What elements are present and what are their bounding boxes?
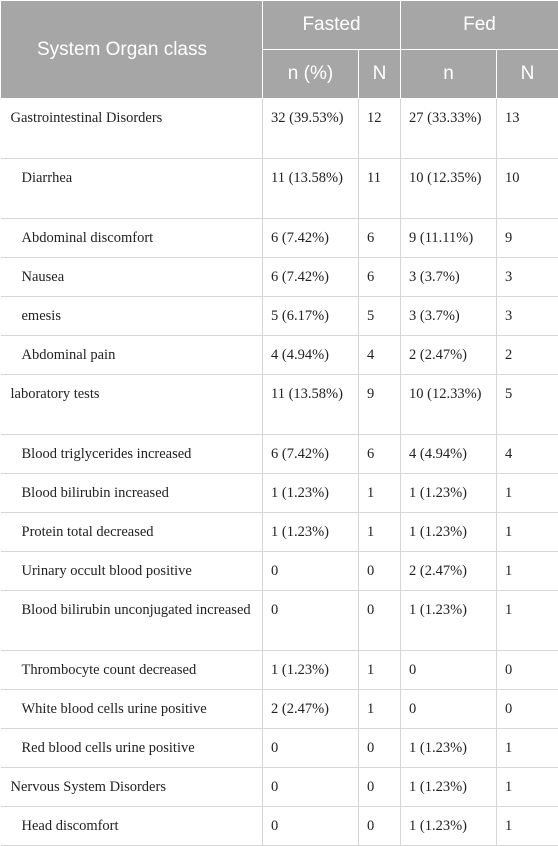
fed-N-cell: 1 bbox=[497, 513, 558, 552]
row-label: Abdominal discomfort bbox=[1, 219, 263, 258]
row-label: Nervous System Disorders bbox=[1, 768, 263, 807]
fasted-N-cell: 11 bbox=[359, 159, 401, 219]
fed-n-cell: 1 (1.23%) bbox=[401, 591, 497, 651]
table-row bbox=[1, 375, 558, 435]
header-fasted: Fasted bbox=[263, 1, 401, 50]
fasted-N-cell: 0 bbox=[359, 807, 401, 846]
fed-n-cell: 1 (1.23%) bbox=[401, 768, 497, 807]
fasted-N-cell: 0 bbox=[359, 768, 401, 807]
row-label: emesis bbox=[1, 297, 263, 336]
header-fed-n: n bbox=[401, 50, 497, 99]
table-row bbox=[1, 768, 558, 807]
fed-N-cell: 9 bbox=[497, 219, 558, 258]
fed-N-cell: 1 bbox=[497, 729, 558, 768]
row-label: Blood bilirubin unconjugated increased bbox=[1, 591, 263, 651]
fed-n-cell: 9 (11.11%) bbox=[401, 219, 497, 258]
fasted-n-cell: 0 bbox=[263, 729, 359, 768]
fasted-N-cell: 4 bbox=[359, 336, 401, 375]
table-row bbox=[1, 552, 558, 591]
fasted-N-cell: 1 bbox=[359, 513, 401, 552]
table-row bbox=[1, 219, 558, 258]
fasted-n-cell: 0 bbox=[263, 552, 359, 591]
fed-N-cell: 1 bbox=[497, 474, 558, 513]
fed-n-cell: 0 bbox=[401, 690, 497, 729]
row-label: Diarrhea bbox=[1, 159, 263, 219]
table-row bbox=[1, 159, 558, 219]
row-label: Blood triglycerides increased bbox=[1, 435, 263, 474]
row-label: Nausea bbox=[1, 258, 263, 297]
fasted-n-cell: 5 (6.17%) bbox=[263, 297, 359, 336]
header-fed: Fed bbox=[401, 1, 558, 50]
row-label: Thrombocyte count decreased bbox=[1, 651, 263, 690]
row-label: Abdominal pain bbox=[1, 336, 263, 375]
fed-n-cell: 2 (2.47%) bbox=[401, 552, 497, 591]
table-row bbox=[1, 690, 558, 729]
fed-n-cell: 27 (33.33%) bbox=[401, 99, 497, 159]
row-label: laboratory tests bbox=[1, 375, 263, 435]
fed-n-cell: 10 (12.35%) bbox=[401, 159, 497, 219]
table-body bbox=[1, 99, 558, 846]
fed-n-cell: 10 (12.33%) bbox=[401, 375, 497, 435]
fed-n-cell: 3 (3.7%) bbox=[401, 297, 497, 336]
fed-n-cell: 1 (1.23%) bbox=[401, 729, 497, 768]
fed-n-cell: 1 (1.23%) bbox=[401, 807, 497, 846]
fasted-N-cell: 5 bbox=[359, 297, 401, 336]
fed-N-cell: 3 bbox=[497, 297, 558, 336]
header-fasted-N: N bbox=[359, 50, 401, 99]
table-row bbox=[1, 513, 558, 552]
fasted-n-cell: 1 (1.23%) bbox=[263, 513, 359, 552]
table-row bbox=[1, 474, 558, 513]
fed-n-cell: 0 bbox=[401, 651, 497, 690]
fasted-N-cell: 6 bbox=[359, 435, 401, 474]
fasted-N-cell: 0 bbox=[359, 729, 401, 768]
table-row bbox=[1, 99, 558, 159]
fasted-N-cell: 0 bbox=[359, 591, 401, 651]
fed-N-cell: 1 bbox=[497, 552, 558, 591]
fasted-n-cell: 11 (13.58%) bbox=[263, 375, 359, 435]
fasted-n-cell: 4 (4.94%) bbox=[263, 336, 359, 375]
fed-N-cell: 3 bbox=[497, 258, 558, 297]
fasted-N-cell: 12 bbox=[359, 99, 401, 159]
fasted-n-cell: 32 (39.53%) bbox=[263, 99, 359, 159]
fed-N-cell: 1 bbox=[497, 591, 558, 651]
fed-n-cell: 2 (2.47%) bbox=[401, 336, 497, 375]
fasted-N-cell: 9 bbox=[359, 375, 401, 435]
table-row bbox=[1, 651, 558, 690]
header-fasted-n-pct: n (%) bbox=[263, 50, 359, 99]
fed-n-cell: 3 (3.7%) bbox=[401, 258, 497, 297]
table-row bbox=[1, 336, 558, 375]
fasted-n-cell: 6 (7.42%) bbox=[263, 258, 359, 297]
fed-N-cell: 2 bbox=[497, 336, 558, 375]
row-label: Red blood cells urine positive bbox=[1, 729, 263, 768]
fed-N-cell: 5 bbox=[497, 375, 558, 435]
fed-n-cell: 4 (4.94%) bbox=[401, 435, 497, 474]
row-label: Gastrointestinal Disorders bbox=[1, 99, 263, 159]
fasted-n-cell: 6 (7.42%) bbox=[263, 435, 359, 474]
header-system-organ-class: System Organ class bbox=[1, 1, 263, 99]
table-row bbox=[1, 435, 558, 474]
fed-n-cell: 1 (1.23%) bbox=[401, 474, 497, 513]
row-label: Head discomfort bbox=[1, 807, 263, 846]
fasted-N-cell: 6 bbox=[359, 219, 401, 258]
fasted-n-cell: 0 bbox=[263, 768, 359, 807]
fed-N-cell: 13 bbox=[497, 99, 558, 159]
fasted-n-cell: 1 (1.23%) bbox=[263, 651, 359, 690]
row-label: Urinary occult blood positive bbox=[1, 552, 263, 591]
fasted-N-cell: 1 bbox=[359, 651, 401, 690]
fasted-N-cell: 0 bbox=[359, 552, 401, 591]
header-fed-N: N bbox=[497, 50, 558, 99]
fasted-N-cell: 1 bbox=[359, 474, 401, 513]
fed-N-cell: 1 bbox=[497, 807, 558, 846]
fasted-n-cell: 11 (13.58%) bbox=[263, 159, 359, 219]
fed-N-cell: 4 bbox=[497, 435, 558, 474]
table-row bbox=[1, 807, 558, 846]
table-header bbox=[1, 1, 558, 99]
fasted-n-cell: 2 (2.47%) bbox=[263, 690, 359, 729]
fasted-n-cell: 1 (1.23%) bbox=[263, 474, 359, 513]
table-row bbox=[1, 591, 558, 651]
fasted-n-cell: 0 bbox=[263, 591, 359, 651]
row-label: Blood bilirubin increased bbox=[1, 474, 263, 513]
fasted-N-cell: 1 bbox=[359, 690, 401, 729]
table-row bbox=[1, 297, 558, 336]
row-label: White blood cells urine positive bbox=[1, 690, 263, 729]
fed-n-cell: 1 (1.23%) bbox=[401, 513, 497, 552]
row-label: Protein total decreased bbox=[1, 513, 263, 552]
fasted-n-cell: 6 (7.42%) bbox=[263, 219, 359, 258]
fed-N-cell: 1 bbox=[497, 768, 558, 807]
table-row bbox=[1, 729, 558, 768]
table-row bbox=[1, 258, 558, 297]
fasted-n-cell: 0 bbox=[263, 807, 359, 846]
fasted-N-cell: 6 bbox=[359, 258, 401, 297]
fed-N-cell: 10 bbox=[497, 159, 558, 219]
fed-N-cell: 0 bbox=[497, 690, 558, 729]
fed-N-cell: 0 bbox=[497, 651, 558, 690]
